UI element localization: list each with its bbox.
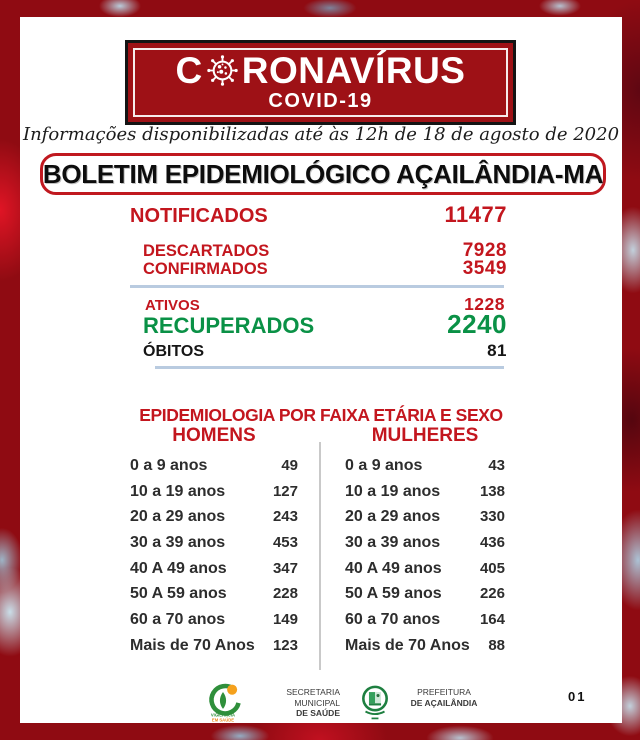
stat-descartados-label: DESCARTADOS <box>143 242 270 260</box>
table-row: Mais de 70 Anos 88 <box>345 636 505 654</box>
table-row: 60 a 70 anos 164 <box>345 611 505 629</box>
prefeitura-label: PREFEITURA DE AÇAILÂNDIA <box>410 687 478 708</box>
virus-icon <box>204 52 241 89</box>
stat-notificados <box>130 202 507 228</box>
bulletin-title: BOLETIM EPIDEMIOLÓGICO AÇAILÂNDIA-MA <box>42 158 604 189</box>
bulletin-title-box <box>40 153 606 195</box>
table-row: 60 a 70 anos 149 <box>130 611 298 629</box>
table-row: Mais de 70 Anos 123 <box>130 636 298 654</box>
column-divider <box>319 442 321 670</box>
stat-ativos-value: 1228 <box>464 294 505 314</box>
stat-recuperados <box>143 309 507 340</box>
banner-title-prefix: C <box>175 50 203 91</box>
stat-obitos-value: 81 <box>487 341 507 360</box>
table-row: 50 A 59 anos 226 <box>345 585 505 603</box>
info-date-line: Informações disponibilizadas até às 12h de 18 de agosto de 2020 <box>22 124 620 145</box>
table-row: 10 a 19 anos 127 <box>130 482 298 500</box>
bulletin-card <box>20 17 622 723</box>
stat-obitos <box>143 341 507 361</box>
stat-recuperados-label: RECUPERADOS <box>143 313 315 338</box>
table-row: 40 A 49 anos 405 <box>345 559 505 577</box>
table-row: 0 a 9 anos 49 <box>130 457 298 474</box>
epidemiology-title: EPIDEMIOLOGIA POR FAIXA ETÁRIA E SEXO <box>139 405 503 425</box>
table-row: 50 A 59 anos 228 <box>130 585 298 603</box>
stat-obitos-label: ÓBITOS <box>143 343 205 360</box>
table-row: 40 A 49 anos 347 <box>130 559 298 577</box>
table-row: 10 a 19 anos 138 <box>345 482 505 500</box>
stat-confirmados-label: CONFIRMADOS <box>143 260 268 278</box>
stat-confirmados <box>143 258 507 280</box>
stat-recuperados-value: 2240 <box>447 309 507 339</box>
banner-subtitle: COVID-19 <box>268 90 373 112</box>
age-table-mulheres <box>345 457 505 663</box>
banner-title-suffix: RONAVÍRUS <box>241 50 466 91</box>
vigilancia-logo-line2: EM SAÚDE <box>211 717 235 723</box>
separator-line-top <box>130 285 504 288</box>
table-row: 0 a 9 anos 43 <box>345 457 505 474</box>
table-row: 20 a 29 anos 243 <box>130 508 298 526</box>
banner-inner-border <box>133 48 508 117</box>
page-number: 01 <box>568 689 587 704</box>
table-row: 30 a 39 anos 453 <box>130 534 298 552</box>
vigilancia-logo-line1: VIGILÂNCIA <box>210 712 236 718</box>
age-table-homens <box>130 457 298 663</box>
separator-line-bottom <box>155 366 504 369</box>
vigilancia-saude-logo <box>200 681 246 723</box>
stat-ativos-label: ATIVOS <box>145 297 200 314</box>
coronavirus-banner <box>125 40 516 125</box>
stat-confirmados-value: 3549 <box>462 258 507 279</box>
stat-descartados-value: 7928 <box>462 240 507 261</box>
table-row: 30 a 39 anos 436 <box>345 534 505 552</box>
stat-notificados-label: NOTIFICADOS <box>130 205 268 227</box>
column-header-mulheres: MULHERES <box>371 425 479 446</box>
banner-title <box>175 52 465 89</box>
prefeitura-acailandia-logo <box>356 681 394 723</box>
secretaria-municipal-label: SECRETARIA MUNICIPAL DE SAÚDE <box>286 687 340 719</box>
column-header-homens: HOMENS <box>172 425 256 446</box>
table-row: 20 a 29 anos 330 <box>345 508 505 526</box>
stat-notificados-value: 11477 <box>444 202 507 227</box>
